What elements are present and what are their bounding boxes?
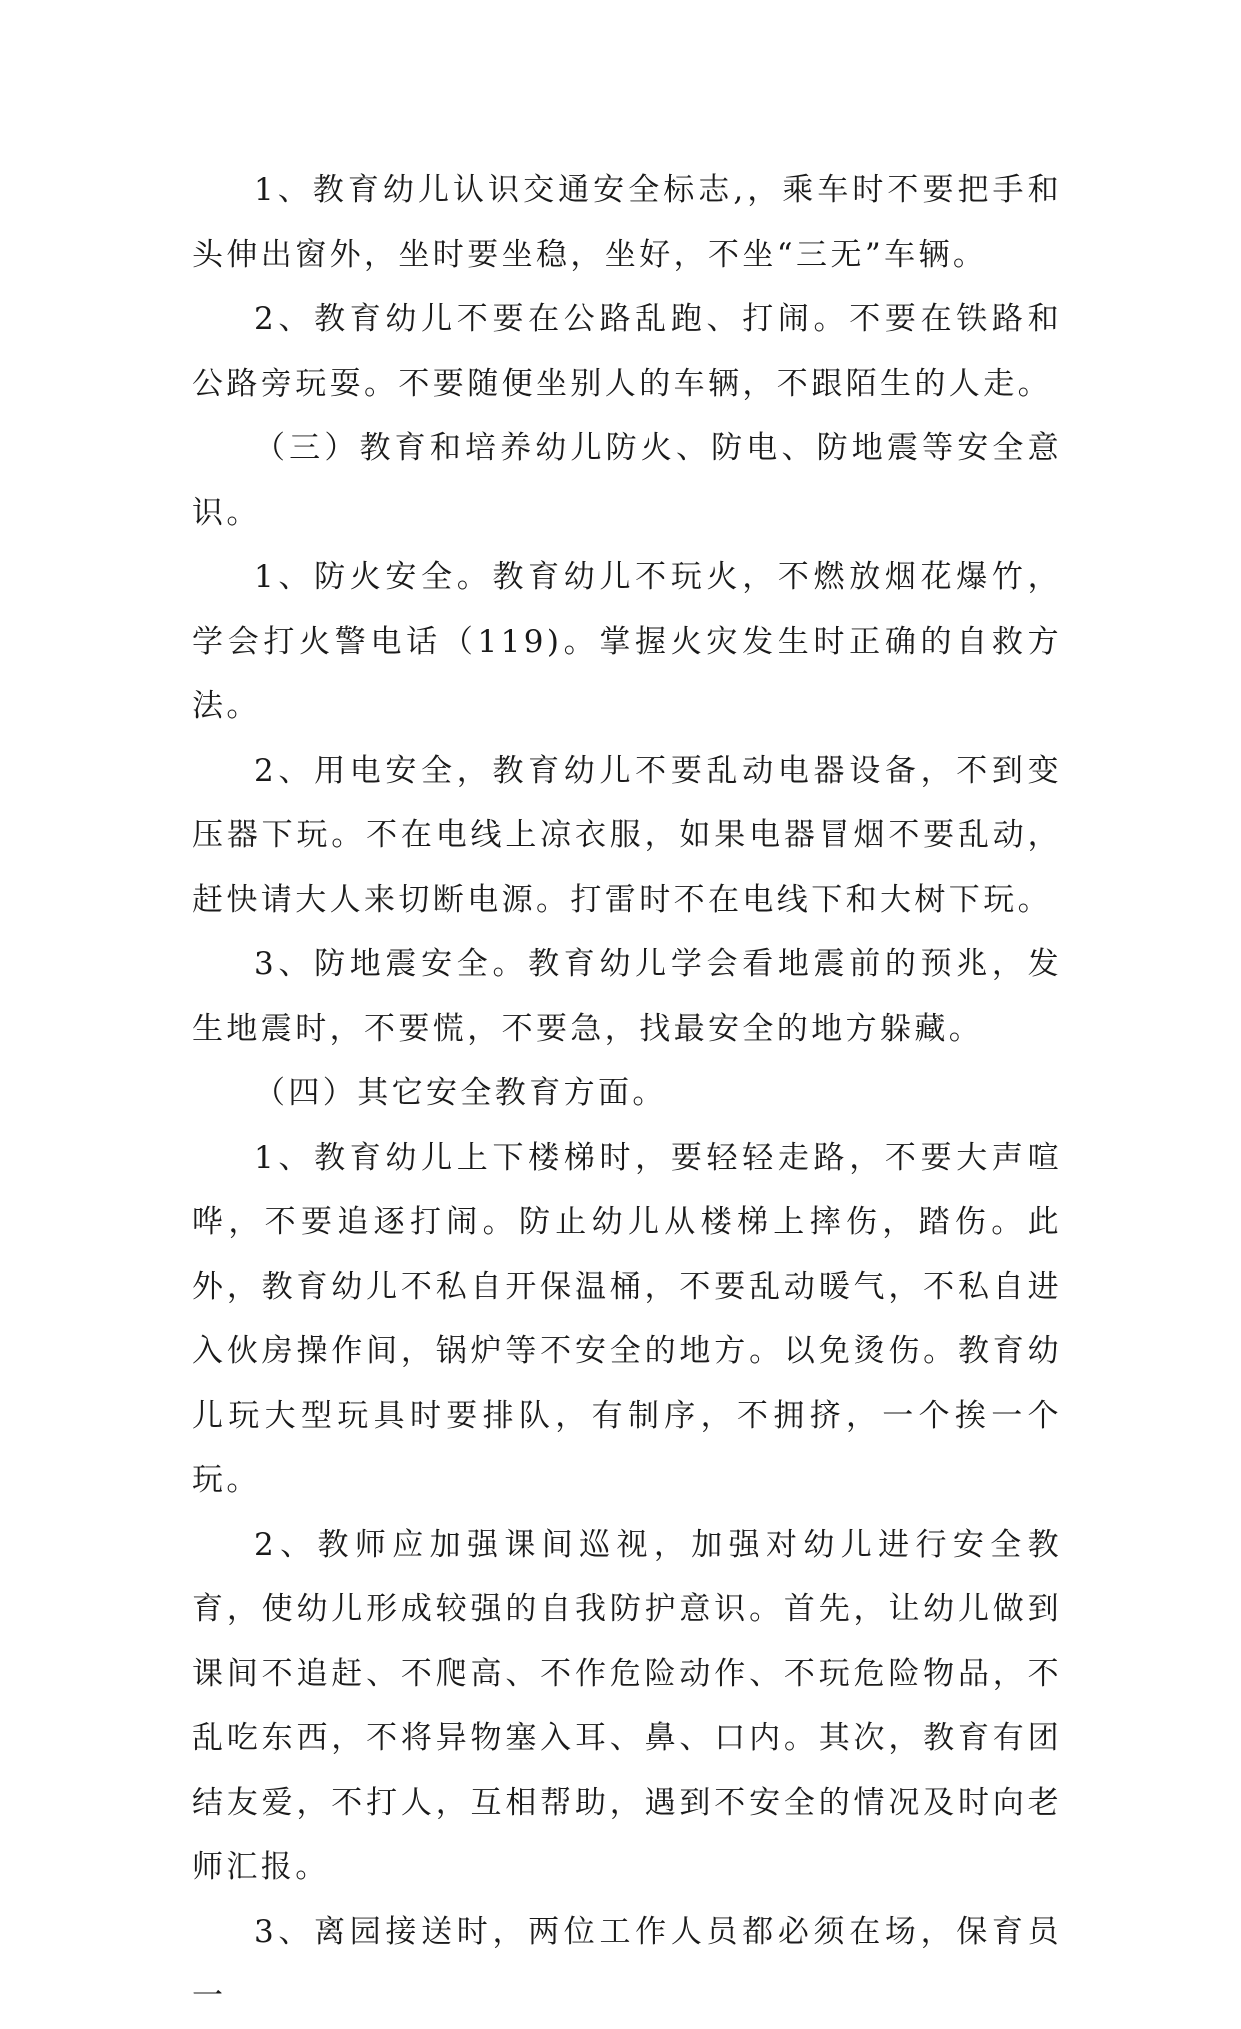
paragraph-teacher-patrol: 2、教师应加强课间巡视，加强对幼儿进行安全教育，使幼儿形成较强的自我防护意识。首先，让幼儿做到课间不追赶、不爬高、不作危险动作、不玩危险物品，不乱吃东西，不将异物塞入耳、鼻、口内。其次，教育有团结友爱，不打人，互相帮助，遇到不安全的情况及时向老师汇报。 — [192, 1526, 1062, 1885]
paragraph-road-play: 2、教育幼儿不要在公路乱跑、打闹。不要在铁路和公路旁玩耍。不要随便坐别人的车辆，不跟陌生的人走。 — [192, 301, 1062, 402]
paragraph-stairs-safety: 1、教育幼儿上下楼梯时，要轻轻走路，不要大声喧哗，不要追逐打闹。防止幼儿从楼梯上摔伤，踏伤。此外，教育幼儿不私自开保温桶，不要乱动暖气，不私自进入伙房操作间，锅炉等不安全的地方。以免烫伤。教育幼儿玩大型玩具时要排队，有制序，不拥挤，一个挨一个玩。 — [192, 1139, 1062, 1498]
body-text — [192, 158, 1062, 2029]
paragraph-pickup-dropoff: 3、离园接送时，两位工作人员都必须在场，保育员一 — [192, 1913, 1062, 2014]
paragraph-electric-safety: 2、用电安全，教育幼儿不要乱动电器设备，不到变压器下玩。不在电线上凉衣服，如果电器冒烟不要乱动，赶快请大人来切断电源。打雷时不在电线下和大树下玩。 — [192, 752, 1062, 918]
paragraph-earthquake-safety: 3、防地震安全。教育幼儿学会看地震前的预兆，发生地震时，不要慌，不要急，找最安全的地方躲藏。 — [192, 946, 1062, 1047]
paragraph-fire-safety: 1、防火安全。教育幼儿不玩火，不燃放烟花爆竹，学会打火警电话（119)。掌握火灾发生时正确的自救方法。 — [192, 559, 1062, 724]
section-heading-fire-electric-earthquake: （三）教育和培养幼儿防火、防电、防地震等安全意识。 — [192, 430, 1062, 531]
section-heading-other-safety: （四）其它安全教育方面。 — [254, 1075, 667, 1111]
paragraph-traffic-signs: 1、教育幼儿认识交通安全标志,，乘车时不要把手和头伸出窗外，坐时要坐稳，坐好，不坐“三无”车辆。 — [192, 172, 1062, 273]
